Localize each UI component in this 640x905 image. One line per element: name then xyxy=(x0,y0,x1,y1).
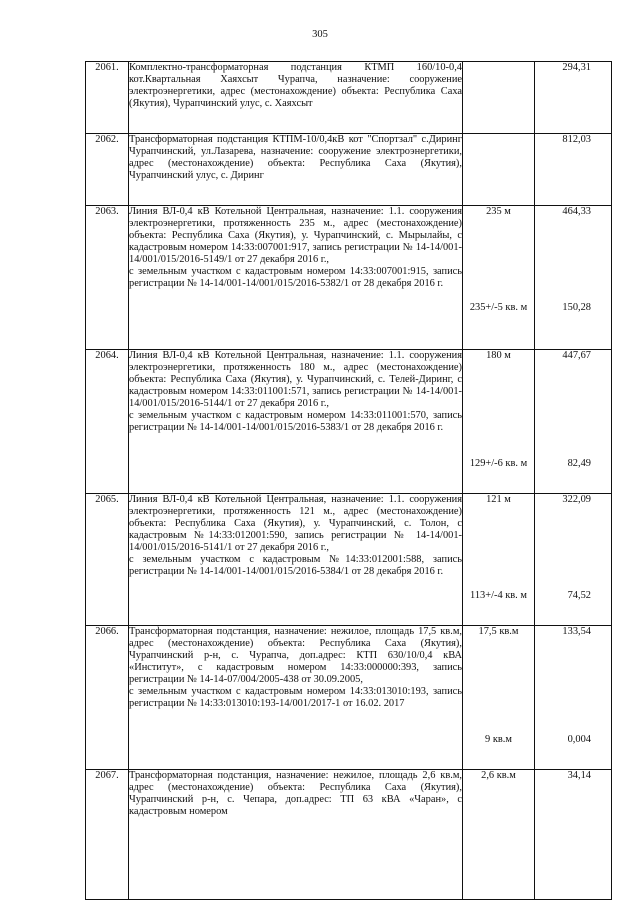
description-paragraph: Линия ВЛ-0,4 кВ Котельной Центральная, назначение: 1.1. сооружения электроэнергетики, протяженность 121 м., адрес (местонахождение) объекта: Республика Саха (Якутия), у. Чурапчинский, с. Толон, с кадастровым №14:33:012001:590, запись регистрации № 14-14/001-14/001/015/2016-5141/1 от 27 декабря 2016 г., xyxy=(129,494,462,553)
area-value: 235 м xyxy=(486,206,511,217)
entry-number: 2062. xyxy=(86,134,129,206)
cost-value-cell xyxy=(535,350,612,494)
register-table-body xyxy=(86,62,612,900)
entry-number: 2061. xyxy=(86,62,129,134)
register-row xyxy=(86,494,612,626)
cost-value: 322,09 xyxy=(562,494,591,505)
area-value-cell xyxy=(463,206,535,350)
area-value: 113+/-4 кв. м xyxy=(470,589,527,601)
area-value: 2,6 кв.м xyxy=(481,770,516,781)
description-paragraph: с земельным участком с кадастровым №14:33:012001:588, запись регистрации № 14-14/001-14/001/015/2016-5384/1 от 28 декабря 2016 г. xyxy=(129,553,462,577)
description-paragraph: Трансформаторная подстанция, назначение: нежилое, площадь 2,6 кв.м, адрес (местонахождение) объекта: Республика Саха (Якутия), Чурапчинский р-н, с. Чепара, доп.адрес: ТП 63 кВА «Чаран», с кадастровым номером xyxy=(129,770,462,817)
area-value: 17,5 кв.м xyxy=(478,626,519,637)
description-paragraph: с земельным участком с кадастровым номером 14:33:011001:570, запись регистрации № 14-14/001-14/001/015/2016-5383/1 от 28 декабря 2016 г. xyxy=(129,409,462,433)
entry-description xyxy=(129,206,463,350)
description-paragraph: Комплектно-трансформаторная подстанция КТМП 160/10-0,4 кот.Квартальная Хаяхсыт Чурапча, назначение: сооружение электроэнергетики, адрес (местонахождение) объекта: Республика Саха (Якутия), Чурапчинский улус, с. Хаяхсыт xyxy=(129,62,462,109)
register-row xyxy=(86,770,612,900)
register-row xyxy=(86,206,612,350)
register-row xyxy=(86,134,612,206)
entry-description xyxy=(129,134,463,206)
cost-value-cell xyxy=(535,770,612,900)
area-value-cell xyxy=(463,350,535,494)
description-paragraph: Трансформаторная подстанция КТПМ-10/0,4кВ кот "Спортзал" с.Диринг Чурапчинский, ул.Лазарева, назначение: сооружение электроэнергетики, адрес (местонахождение) объекта: Республика Саха (Якутия), Чурапчинский улус, с. Диринг xyxy=(129,134,462,181)
description-paragraph: с земельным участком с кадастровым номером 14:33:007001:915, запись регистрации № 14-14/001-14/001/015/2016-5382/1 от 28 декабря 2016 г. xyxy=(129,265,462,289)
description-paragraph: Трансформаторная подстанция, назначение: нежилое, площадь 17,5 кв.м, адрес (местонахождение) объекта: Республика Саха (Якутия), Чурапчинский р-н, с. Чурапча, доп.адрес: КТП 630/10/0,4 кВА «Институт», с кадастровым номером 14:33:000000:393, запись регистрации № 14-14-07/004/2005-438 от 30.09.2005, xyxy=(129,626,462,685)
entry-number: 2065. xyxy=(86,494,129,626)
cost-value-cell xyxy=(535,626,612,770)
cost-value: 82,49 xyxy=(567,457,591,469)
area-value: 180 м xyxy=(486,350,511,361)
entry-description xyxy=(129,350,463,494)
cost-value: 34,14 xyxy=(567,770,591,781)
area-value: 9 кв.м xyxy=(485,733,512,745)
area-value: 121 м xyxy=(486,494,511,505)
register-row xyxy=(86,350,612,494)
area-value: 235+/-5 кв. м xyxy=(469,301,528,313)
area-value-cell xyxy=(463,62,535,134)
entry-number: 2063. xyxy=(86,206,129,350)
area-value: 129+/-6 кв. м xyxy=(469,457,528,469)
property-register-table xyxy=(85,61,612,900)
cost-value-cell xyxy=(535,134,612,206)
entry-description xyxy=(129,770,463,900)
register-row xyxy=(86,626,612,770)
entry-number: 2067. xyxy=(86,770,129,900)
area-value-cell xyxy=(463,626,535,770)
page-number: 305 xyxy=(312,29,328,40)
area-value-cell xyxy=(463,494,535,626)
description-paragraph: Линия ВЛ-0,4 кВ Котельной Центральная, назначение: 1.1. сооружения электроэнергетики, протяженность 180 м., адрес (местонахождение) объекта: Республика Саха (Якутия), у. Чурапчинский, с. Телей-Диринг, с кадастровым номером 14:33:011001:571, запись регистрации № 14-14/001-14/001/015/2016-5144/1 от 27 декабря 2016 г., xyxy=(129,350,462,409)
cost-value-cell xyxy=(535,62,612,134)
entry-description xyxy=(129,494,463,626)
cost-value: 0,004 xyxy=(567,733,591,745)
cost-value: 294,31 xyxy=(562,62,591,73)
cost-value: 133,54 xyxy=(562,626,591,637)
cost-value: 447,67 xyxy=(562,350,591,361)
description-paragraph: с земельным участком с кадастровым номером 14:33:013010:193, запись регистрации № 14:33:013010:193-14/001/2017-1 от 16.02. 2017 xyxy=(129,685,462,709)
cost-value-cell xyxy=(535,206,612,350)
cost-value-cell xyxy=(535,494,612,626)
cost-value: 150,28 xyxy=(562,301,591,313)
entry-number: 2066. xyxy=(86,626,129,770)
entry-description xyxy=(129,626,463,770)
cost-value: 812,03 xyxy=(562,134,591,145)
cost-value: 74,52 xyxy=(567,589,591,601)
entry-number: 2064. xyxy=(86,350,129,494)
cost-value: 464,33 xyxy=(562,206,591,217)
entry-description xyxy=(129,62,463,134)
area-value-cell xyxy=(463,134,535,206)
description-paragraph: Линия ВЛ-0,4 кВ Котельной Центральная, назначение: 1.1. сооружения электроэнергетики, протяженность 235 м., адрес (местонахождение) объекта: Республика Саха (Якутия), у. Чурапчинский, с. Мырылайы, с кадастровым номером 14:33:007001:917, запись регистрации № 14-14/001-14/001/015/2016-5149/1 от 27 декабря 2016 г., xyxy=(129,206,462,265)
register-row xyxy=(86,62,612,134)
area-value-cell xyxy=(463,770,535,900)
